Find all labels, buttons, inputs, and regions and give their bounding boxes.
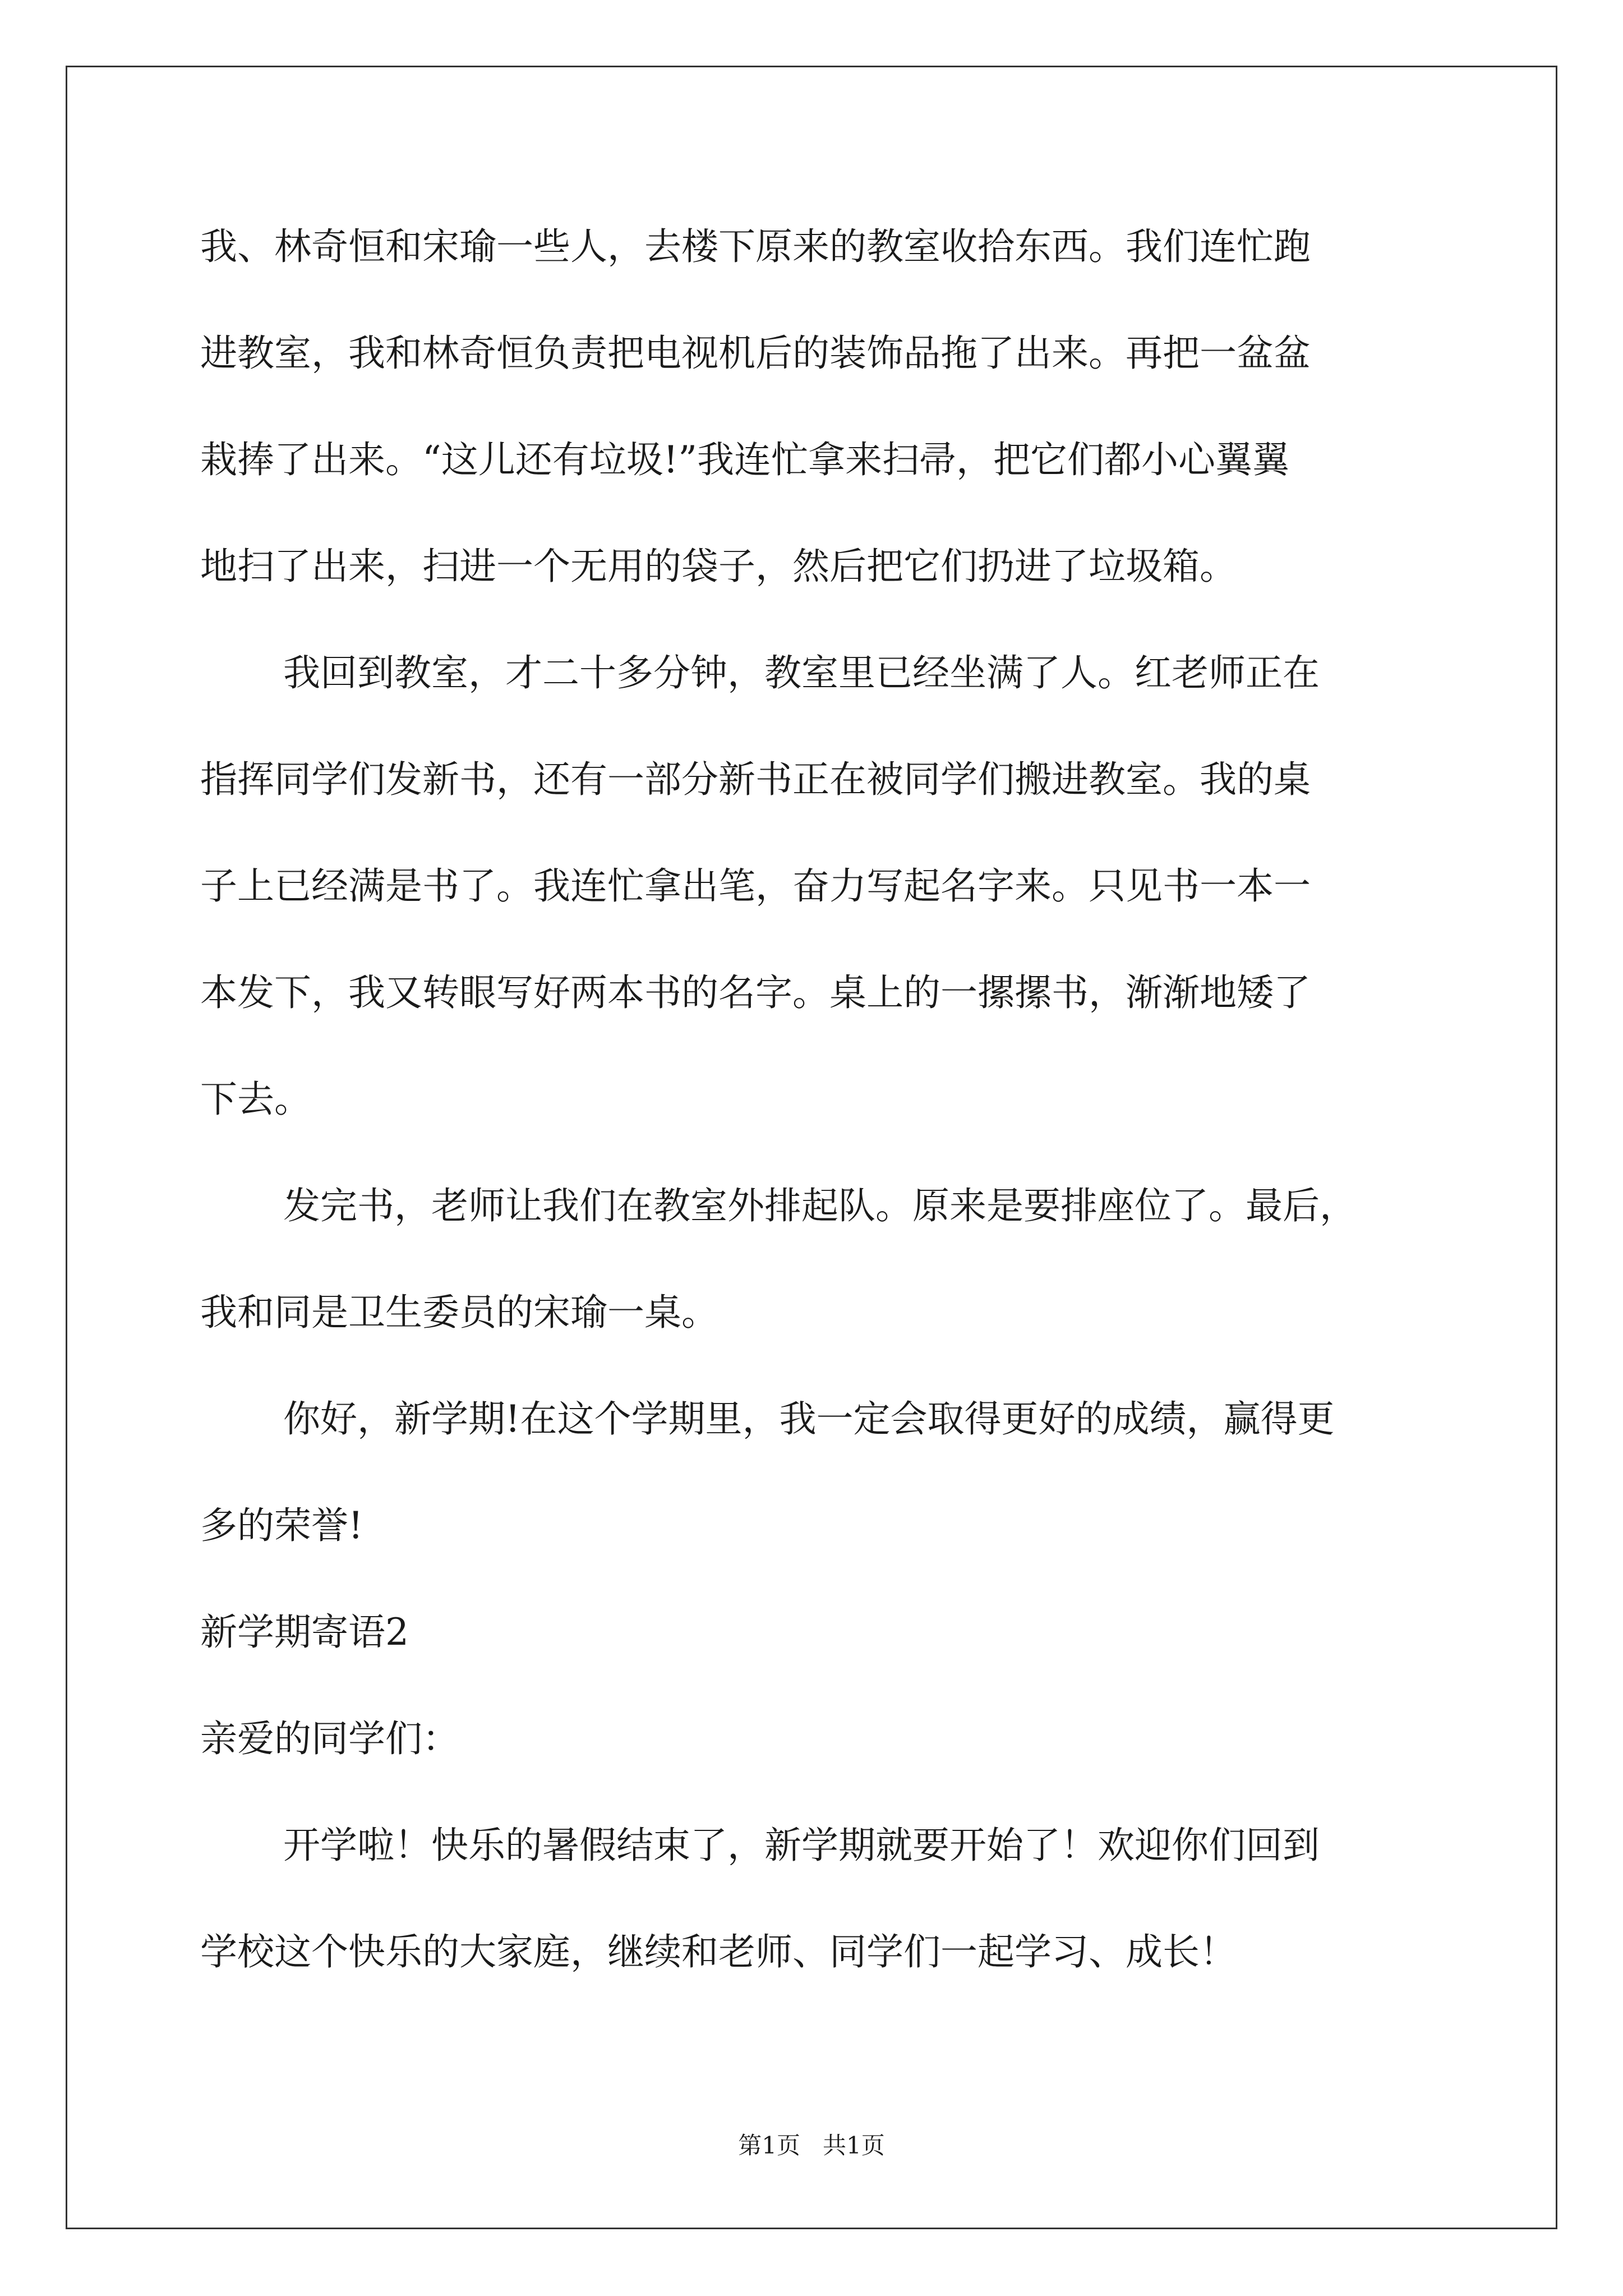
- paragraph-line: 多的荣誉!: [200, 1504, 363, 1547]
- paragraph-line: 进教室，我和林奇恒负责把电视机后的装饰品拖了出来。再把一盆盆: [200, 332, 1311, 375]
- salutation: 亲爱的同学们：: [200, 1717, 459, 1760]
- page-border: [66, 66, 1557, 2229]
- page-number-footer: 第1页 共1页: [738, 2132, 885, 2159]
- paragraph-line: 下去。: [200, 1078, 311, 1121]
- paragraph-line: 指挥同学们发新书，还有一部分新书正在被同学们搬进教室。我的桌: [200, 758, 1311, 801]
- paragraph-line: 子上已经满是书了。我连忙拿出笔，奋力写起名字来。只见书一本一: [200, 864, 1311, 908]
- paragraph-line: 本发下，我又转眼写好两本书的名字。桌上的一摞摞书，渐渐地矮了: [200, 971, 1311, 1014]
- paragraph-line: 我和同是卫生委员的宋瑜一桌。: [200, 1291, 718, 1334]
- paragraph-line: 我、林奇恒和宋瑜一些人，去楼下原来的教室收拾东西。我们连忙跑: [200, 225, 1311, 268]
- paragraph-line: 我回到教室，才二十多分钟，教室里已经坐满了人。红老师正在: [283, 651, 1320, 694]
- paragraph-line: 地扫了出来，扫进一个无用的袋子，然后把它们扔进了垃圾箱。: [200, 545, 1237, 588]
- paragraph-line: 发完书，老师让我们在教室外排起队。原来是要排座位了。最后，: [283, 1184, 1357, 1227]
- paragraph-line: 栽捧了出来。“这儿还有垃圾!”我连忙拿来扫帚，把它们都小心翼翼: [200, 438, 1290, 481]
- section-heading: 新学期寄语2: [200, 1611, 409, 1654]
- paragraph-line: 学校这个快乐的大家庭，继续和老师、同学们一起学习、成长！: [200, 1930, 1237, 1973]
- paragraph-line: 开学啦！快乐的暑假结束了，新学期就要开始了！欢迎你们回到: [283, 1824, 1320, 1867]
- paragraph-line: 你好，新学期!在这个学期里，我一定会取得更好的成绩，赢得更: [283, 1397, 1335, 1441]
